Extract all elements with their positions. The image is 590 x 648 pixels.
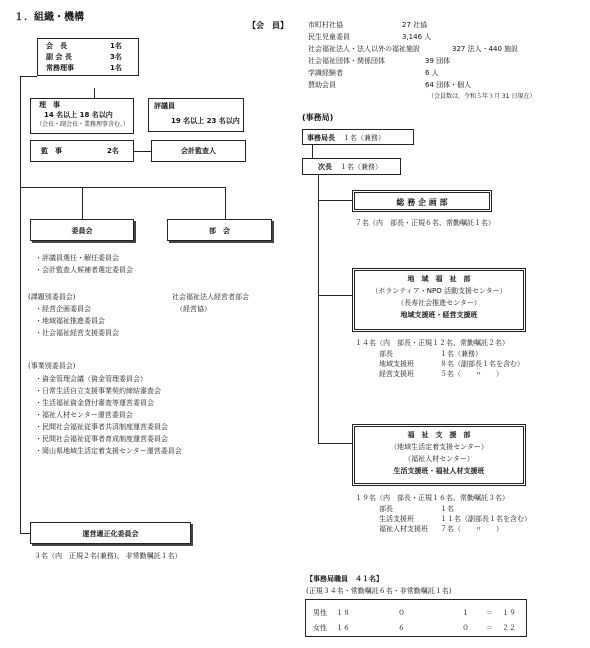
compliance-committee-note: ３名（内 正規２名(兼務)、 非常勤嘱託１名） bbox=[34, 552, 182, 560]
community-line1: （ボランティア・NPO 活動支援センター） bbox=[371, 287, 507, 296]
general-affairs-staff: ７名（内 部長・正規６名、常勤嘱託１名） bbox=[355, 219, 495, 227]
councillors-box bbox=[148, 98, 244, 132]
list-item: ・地域福祉推進委員会 bbox=[35, 317, 105, 325]
welfare-line2: （福祉人材センター） bbox=[404, 455, 474, 464]
section-title: １．組織・機構 bbox=[14, 12, 84, 23]
table-cell-sex: 男性 bbox=[313, 609, 327, 617]
deputy-title: 次長 bbox=[318, 163, 332, 171]
accounting-auditor-box bbox=[151, 140, 246, 162]
director-title: 事務局長 bbox=[307, 134, 335, 142]
row-label: 経営支援班 bbox=[379, 370, 414, 378]
main-trunk-line bbox=[20, 76, 21, 533]
officer-count: 1名 bbox=[110, 42, 122, 50]
general-affairs-box bbox=[352, 190, 492, 212]
officer-title: 副 会 長 bbox=[46, 53, 72, 61]
table-cell-total: １９ bbox=[502, 609, 516, 617]
auditors-count: 2名 bbox=[107, 147, 119, 155]
row-value: ５名（ 〃 ） bbox=[440, 370, 503, 378]
row-label: 福祉人材支援班 bbox=[379, 525, 428, 533]
list-item: ・民間社会福祉従事者共済制度運営委員会 bbox=[35, 423, 168, 431]
committee-title: 委員会 bbox=[71, 227, 93, 235]
table-cell: ０ bbox=[462, 624, 469, 632]
connector-line bbox=[312, 145, 313, 158]
table-cell: ６ bbox=[398, 624, 405, 632]
subcommittee-line2: （経営協） bbox=[176, 305, 211, 313]
community-title: 地 域 福 祉 部 bbox=[407, 275, 471, 283]
community-staff: １４名（内 部長・正規１２名、常勤嘱託２名） bbox=[355, 339, 509, 347]
member-label: 賛助会員 bbox=[308, 81, 336, 89]
member-value: 3,146 人 bbox=[402, 33, 432, 41]
board-count: 14 名以上 18 名以内 bbox=[44, 111, 113, 119]
secretariat-trunk-line bbox=[318, 175, 319, 443]
connector-line bbox=[94, 88, 95, 98]
list-item: ・福祉人材センター運営委員会 bbox=[35, 411, 133, 419]
auditors-box bbox=[30, 140, 134, 162]
row-value: １名 bbox=[440, 505, 454, 513]
member-label: 民生児童委員 bbox=[308, 33, 350, 41]
subcommittee-title: 部 会 bbox=[209, 227, 230, 235]
connector-line bbox=[134, 151, 151, 152]
list-item: ・評議員選任・解任委員会 bbox=[35, 254, 119, 262]
secretariat-heading: (事務局) bbox=[302, 113, 334, 122]
staff-table bbox=[305, 599, 527, 637]
officers-box bbox=[37, 38, 139, 76]
row-label: 生活支援班 bbox=[379, 515, 414, 523]
row-value: ８名（副部長１名を含む） bbox=[440, 360, 524, 368]
councillors-count: 19 名以上 23 名以内 bbox=[171, 117, 240, 125]
list-item: ・岡山県地域生活定着支援センター運営委員会 bbox=[35, 447, 182, 455]
member-label: 市町村社協 bbox=[308, 21, 343, 29]
list-item: ・経営企画委員会 bbox=[35, 305, 91, 313]
committee-box bbox=[30, 219, 134, 241]
connector-line bbox=[318, 443, 352, 444]
officer-title: 会 長 bbox=[46, 42, 67, 50]
compliance-committee-box bbox=[30, 522, 191, 544]
connector-line bbox=[20, 76, 37, 77]
themed-heading: (課題別委員会) bbox=[28, 293, 76, 301]
row-value: １名（兼務） bbox=[440, 350, 482, 358]
table-cell-eq: ＝ bbox=[486, 624, 493, 632]
connector-line bbox=[82, 187, 83, 219]
director-box bbox=[302, 129, 414, 145]
welfare-line1: （地域生活定着支援センター） bbox=[390, 443, 488, 452]
member-label: 社会福祉団体・関係団体 bbox=[308, 57, 385, 65]
connector-line bbox=[20, 533, 30, 534]
table-cell: ０ bbox=[398, 609, 405, 617]
table-cell-sex: 女性 bbox=[313, 624, 327, 632]
connector-line bbox=[20, 187, 225, 188]
welfare-staff: １９名（内 部長・正規１６名、常勤嘱託３名） bbox=[355, 494, 509, 502]
connector-line bbox=[225, 187, 226, 219]
compliance-committee-title: 運営適正化委員会 bbox=[82, 530, 139, 538]
member-value: 327 法人・440 施設 bbox=[452, 45, 519, 53]
welfare-line3: 生活支援班・福祉人材支援班 bbox=[393, 467, 485, 476]
member-value: 64 団体・個人 bbox=[425, 81, 472, 89]
community-box bbox=[352, 268, 526, 332]
welfare-box bbox=[352, 424, 526, 486]
row-label: 部長 bbox=[379, 505, 393, 513]
board-note: （会長・副会長・業務理事含む。） bbox=[36, 121, 130, 128]
row-value: ７名（ 〃 ） bbox=[440, 525, 503, 533]
community-line3: 地域支援班・経営支援班 bbox=[400, 311, 478, 320]
table-cell: １８ bbox=[336, 609, 350, 617]
officer-count: 1名 bbox=[110, 64, 122, 72]
list-item: ・社会福祉経営支援委員会 bbox=[35, 329, 119, 337]
officer-count: 3名 bbox=[110, 53, 122, 61]
table-cell-total: ２２ bbox=[502, 624, 516, 632]
table-cell: １ bbox=[462, 609, 469, 617]
member-value: 6 人 bbox=[425, 69, 439, 77]
row-label: 地域支援班 bbox=[379, 360, 414, 368]
member-label: 学識経験者 bbox=[308, 69, 343, 77]
member-label: 社会福祉法人・法人以外の福祉施設 bbox=[308, 45, 420, 53]
subcommittee-line1: 社会福祉法人経営者部会 bbox=[172, 293, 249, 301]
list-item: ・民間社会福祉従事者育成制度運営委員会 bbox=[35, 435, 168, 443]
members-heading: 【会 員】 bbox=[248, 21, 288, 30]
welfare-title: 福 祉 支 援 部 bbox=[407, 431, 471, 439]
subcommittee-box bbox=[167, 219, 272, 241]
community-line2: （長寿社会推進センター） bbox=[397, 299, 481, 308]
auditors-title: 監 事 bbox=[41, 147, 62, 155]
connector-line bbox=[318, 295, 352, 296]
member-value: 39 団体 bbox=[425, 57, 451, 65]
connector-line bbox=[318, 200, 352, 201]
list-item: ・日常生活自立支援事業契約締結審査会 bbox=[35, 387, 161, 395]
table-cell-eq: ＝ bbox=[486, 609, 493, 617]
row-value: １１名（副部長１名を含む） bbox=[440, 515, 531, 523]
business-heading: (事業別委員会) bbox=[28, 362, 76, 370]
deputy-box bbox=[302, 158, 401, 175]
general-affairs-title: 総 務 企 画 部 bbox=[396, 198, 448, 207]
staff-total-heading: 【事務局職員 ４１名】 bbox=[306, 575, 383, 583]
director-note: １名（兼務） bbox=[343, 134, 385, 142]
accounting-auditor-label: 会計監査人 bbox=[181, 147, 216, 155]
list-item: ・会計監査人候補者選定委員会 bbox=[35, 266, 133, 274]
list-item: ・生活福祉資金貸付審査等運営委員会 bbox=[35, 399, 154, 407]
board-title: 理 事 bbox=[39, 101, 60, 109]
board-box bbox=[30, 98, 134, 134]
member-value: 27 社協 bbox=[402, 21, 428, 29]
row-label: 部長 bbox=[379, 350, 393, 358]
deputy-note: １名（兼務） bbox=[340, 163, 382, 171]
members-note: （会員数は，令和５年３月 31 日現在） bbox=[428, 93, 536, 100]
staff-total-breakdown: (正規３４名・常勤嘱託６名・非常勤嘱託１名) bbox=[306, 587, 452, 595]
table-cell: １６ bbox=[336, 624, 350, 632]
officer-title: 常務理事 bbox=[46, 64, 74, 72]
list-item: ・資金管理会議（資金管理委員会） bbox=[35, 375, 147, 383]
councillors-title: 評議員 bbox=[154, 102, 175, 110]
